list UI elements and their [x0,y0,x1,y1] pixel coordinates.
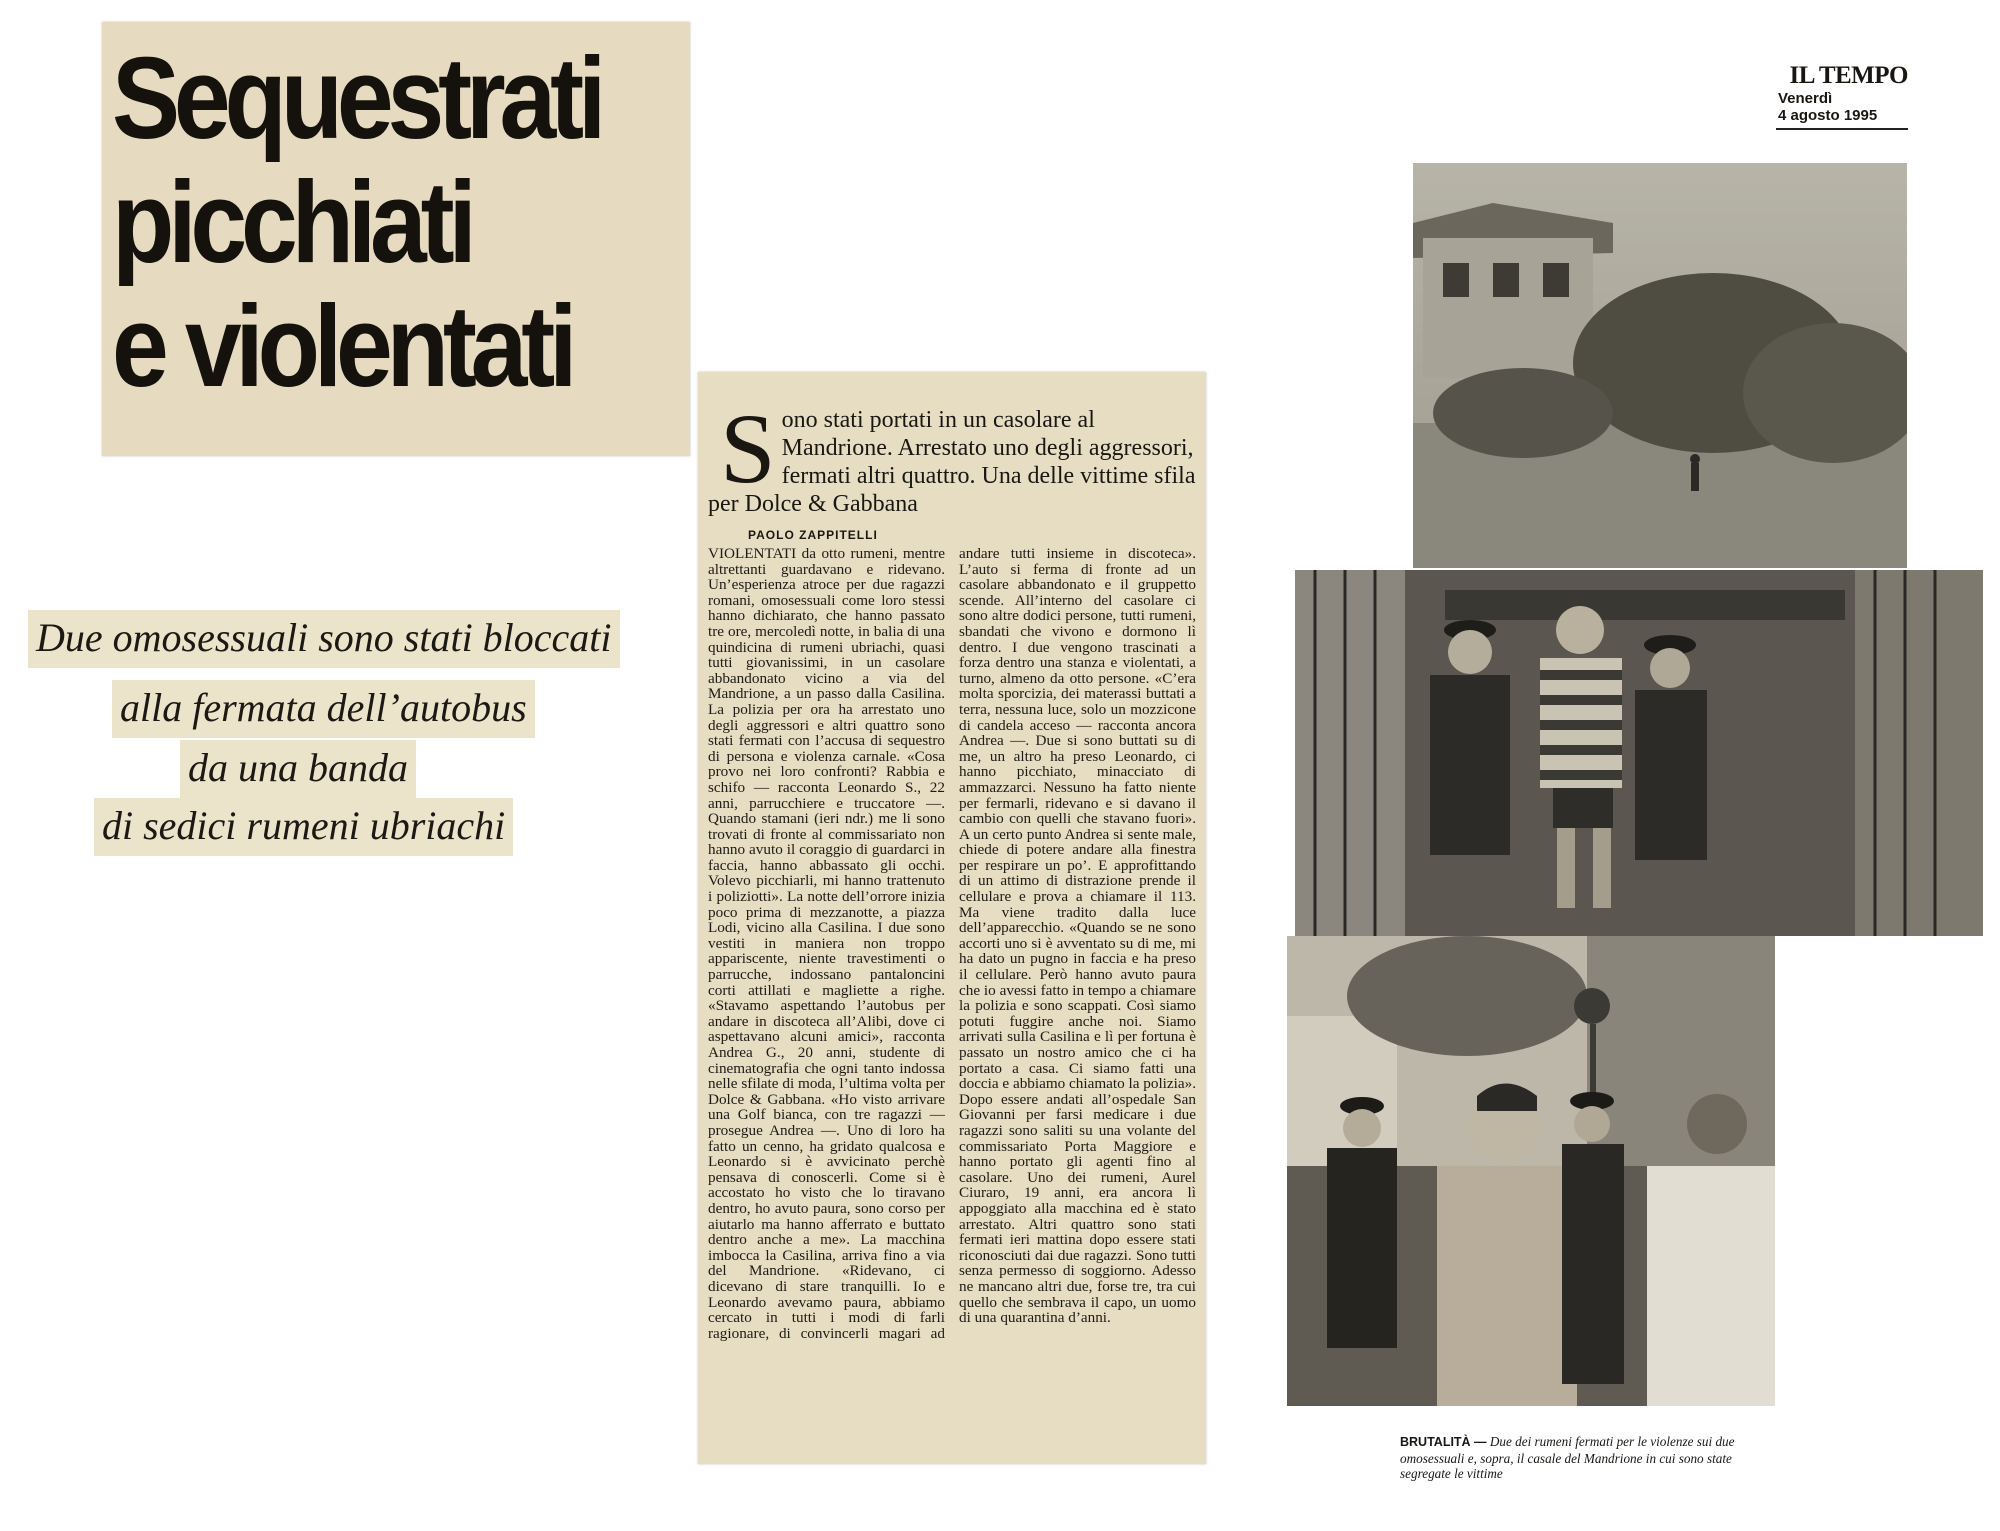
photo-caption [1400,1434,1760,1482]
subtitle-line-4: di sedici rumeni ubriachi [94,798,513,856]
headline-clipping [102,22,690,456]
subtitle-line-1: Due omosessuali sono stati bloccati [28,610,620,668]
masthead-rule [1776,128,1908,130]
article-body: VIOLENTATI da otto rumeni, mentre altrettanti guardavano e ridevano. Un’esperienza atroce per due ragazzi romani, omosessuali come loro stessi hanno dichiarato, che hanno passato tre ore, mercoledì notte, in balia di una quindicina di rumeni ubriachi, quasi tutti giovanissimi, in un casolare abbandonato vicino a via del Mandrione, a un passo dalla Casilina. La polizia per ora ha arrestato uno degli aggressori e altri quattro sono stati fermati con l’accusa di sequestro di persona e violenza carnale. «Cosa provo nei loro confronti? Rabbia e schifo — racconta Leonardo S., 22 anni, parrucchiere e truccatore —. Quando stamani (ieri ndr.) me li sono trovati di fronte al commissariato non hanno avuto il coraggio di guardarci in faccia, hanno abbassato gli occhi. Volevo picchiarli, mi hanno trattenuto i poliziotti». La notte dell’orrore inizia poco prima di mezzanotte, a piazza Lodi, vicino alla Casilina. I due sono vestiti in maniera non troppo appariscente, niente travestimenti o parrucche, indossano pantaloncini corti attillati e magliette a righe. «Stavamo aspettando l’autobus per andare in discoteca all’Alibi, dove ci aspettavano alcuni amici», racconta Andrea G., 20 anni, studente di cinematografia che ogni tanto indossa nelle sfilate di moda, l’ultima volta per Dolce & Gabbana. «Ho visto arrivare una Golf bianca, con tre ragazzi — prosegue Andrea —. Uno di loro ha fatto un cenno, ha gridato qualcosa e Leonardo si è avvicinato perchè pensava di conoscerli. Come si è accostato ho visto che lo tiravano dentro, ho avuto paura, sono corso per aiutarlo ma hanno afferrato e buttato dentro anche a me». La macchina imbocca la Casilina, arriva fino a via del Mandrione. «Ridevano, ci dicevano di stare tranquilli. Io e Leonardo avevamo paura, abbiamo cercato in tutti i modi di farli ragionare, di convincerli magari ad andare tutti insieme in discoteca». L’auto si ferma di fronte ad un casolare abbandonato e il gruppetto scende. All’interno del casolare ci sono altre dodici persone, tutti rumeni, sbandati che vivono e dormono lì dentro. I due vengono trascinati a forza dentro una stanza e violentati, a turno, almeno da otto persone. «C’era molta sporcizia, dei materassi buttati a terra, nessuna luce, solo un mozzicone di candela acceso — racconta ancora Andrea —. Due si sono buttati su di me, un altro ha preso Leonardo, ci hanno picchiato, minacciato di ammazzarci. Nessuno ha fatto niente per fermarli, ridevano e si davano il cambio con quelli che stavano fuori». A un certo punto Andrea si sente male, chiede di potere andare alla finestra per respirare un po’. E approfittando di un attimo di distrazione prende il cellulare e prova a chiamare il 113. Ma viene tradito dalla luce dell’apparecchio. «Quando se ne sono accorti uno si è avventato su di me, mi ha dato un pugno in faccia e ha preso il cellulare. Però hanno avuto paura che io avessi fatto in tempo a chiamare la polizia e sono scappati. Così siamo potuti fuggire anche noi. Siamo arrivati sulla Casilina e lì per fortuna è passato un nostro amico che ci ha portato a casa. Ci siamo fatti una doccia e abbiamo chiamato la polizia». Dopo essere andati all’ospedale San Giovanni per farsi medicare i due ragazzi sono saliti su una volante del commissariato Porta Maggiore e hanno portato gli agenti fino al casolare. Uno dei rumeni, Aurel Ciuraro, 19 anni, era ancora lì appoggiato alla macchina ed è stato arrestato. Altri quattro sono stati fermati ieri mattina dopo essere stati riconosciuti dai due ragazzi. Sono tutti senza permesso di soggiorno. Adesso ne mancano altri due, forse tre, tra cui quello che sembrava il capo, un uomo di una quarantina d’anni. [708,545,1196,1342]
publication-date: 4 agosto 1995 [1778,107,1878,124]
byline: PAOLO ZAPPITELLI [748,528,878,542]
caption-text: Due dei rumeni fermati per le violenze sui due omosessuali e, sopra, il casale del Mandrione in cui sono state segregate le vittime [1400,1434,1735,1481]
drop-cap: S [720,393,776,504]
arrest-photo-striped-shirt [1295,570,1983,936]
publication-day: Venerdì [1778,90,1833,107]
headline-line-2: picchiati [112,157,471,287]
lede-text: ono stati portati in un casolare al Mandrione. Arrestato uno degli aggressori, fermati altri quattro. Una delle vittime sfila per Dolce & Gabbana [708,407,1196,517]
newspaper-name: IL TEMPO [1789,62,1908,89]
headline-line-3: e violentati [112,281,572,411]
caption-label: BRUTALITÀ — [1400,1435,1487,1449]
arrest-photo-tshirt [1287,936,1775,1406]
farmhouse-photo [1413,163,1907,568]
subtitle-line-3: da una banda [180,740,416,798]
subtitle-line-2: alla fermata dell’autobus [112,680,535,738]
article-lede [708,393,1196,518]
headline-line-1: Sequestrati [112,33,601,163]
article-clipping [698,372,1206,1464]
masthead [1768,62,1908,130]
